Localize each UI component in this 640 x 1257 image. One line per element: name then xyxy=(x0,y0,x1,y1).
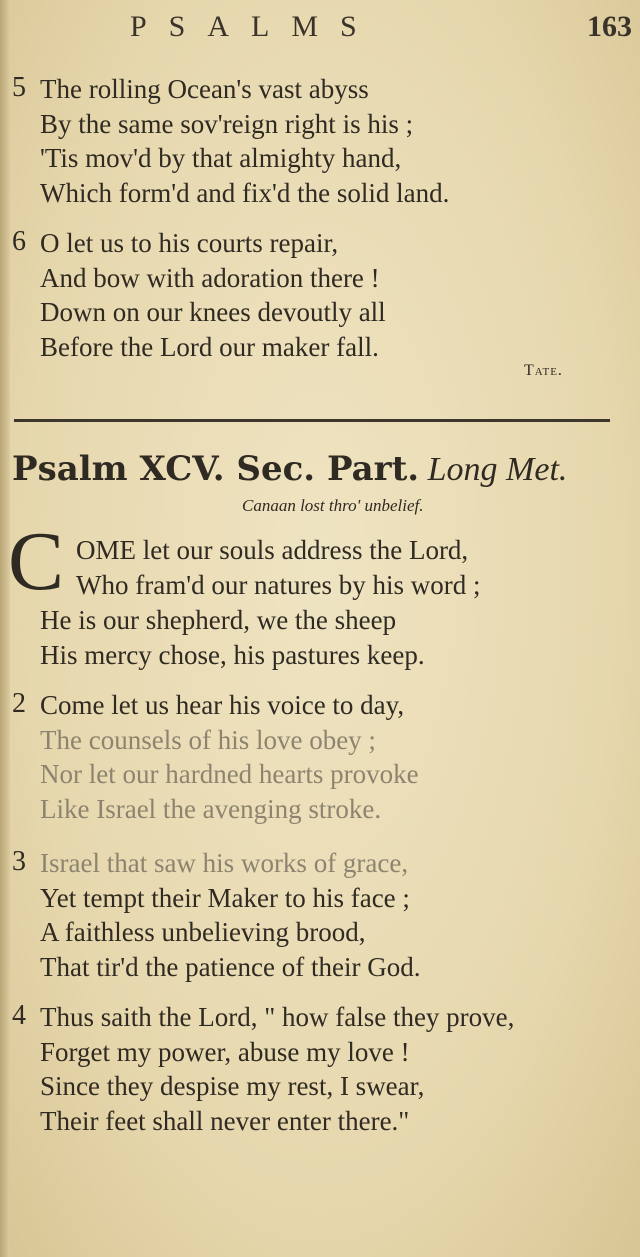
verse-line: Thus saith the Lord, " how false they prove, xyxy=(40,1002,515,1032)
psalm-meter: Long Met. xyxy=(427,451,568,488)
verse-line: Since they despise my rest, I swear, xyxy=(40,1071,425,1101)
stanza-number: 4 xyxy=(12,1000,26,1031)
verse-line: The counsels of his love obey ; xyxy=(40,724,376,755)
verse-line: Down on our knees devoutly all xyxy=(40,297,386,327)
verse-line: A faithless unbelieving brood, xyxy=(40,917,366,947)
stanza-number: 5 xyxy=(12,72,26,103)
verse-line: By the same sov'reign right is his ; xyxy=(40,108,414,139)
page-number: 163 xyxy=(587,10,632,43)
page-gutter xyxy=(0,0,10,1257)
verse-line: O let us to his courts repair, xyxy=(40,228,339,258)
stanza-1 xyxy=(12,533,481,673)
verse-line: Their feet shall never enter there." xyxy=(40,1105,410,1136)
stanza-6 xyxy=(12,226,386,364)
verse-line: Forget my power, abuse my love ! xyxy=(40,1036,410,1067)
psalm-title xyxy=(12,449,567,489)
stanza-number: 3 xyxy=(12,846,26,877)
psalm-subtitle: Canaan lost thro' unbelief. xyxy=(242,496,424,515)
verse-line: Come let us hear his voice to day, xyxy=(40,690,405,720)
drop-cap: C xyxy=(8,515,65,608)
author-attribution: Tate. xyxy=(524,362,563,379)
stanza-3 xyxy=(12,846,420,984)
verse-line: Which form'd and fix'd the solid land. xyxy=(40,177,450,208)
stanza-4 xyxy=(12,1000,514,1138)
stanza-5 xyxy=(12,72,449,210)
verse-line: Before the Lord our maker fall. xyxy=(40,331,379,362)
psalm-title-main: Psalm XCV. Sec. Part. xyxy=(12,449,420,489)
verse-line: That tir'd the patience of their God. xyxy=(40,951,421,982)
stanza-2 xyxy=(12,688,419,826)
verse-line: Yet tempt their Maker to his face ; xyxy=(40,882,410,913)
verse-line: Who fram'd our natures by his word ; xyxy=(76,570,481,600)
verse-line: Israel that saw his works of grace, xyxy=(40,848,409,878)
verse-line: Like Israel the avenging stroke. xyxy=(40,793,382,824)
running-head: PSALMS xyxy=(130,10,379,43)
verse-line: Nor let our hardned hearts provoke xyxy=(40,759,419,789)
verse-line: And bow with adoration there ! xyxy=(40,262,380,293)
stanza-number: 6 xyxy=(12,226,26,257)
verse-line: The rolling Ocean's vast abyss xyxy=(40,74,369,104)
verse-line: 'Tis mov'd by that almighty hand, xyxy=(40,143,402,173)
section-divider xyxy=(14,419,610,422)
verse-line: His mercy chose, his pastures keep. xyxy=(40,640,425,670)
verse-line: OME let our souls address the Lord, xyxy=(76,535,469,565)
verse-line: He is our shepherd, we the sheep xyxy=(40,605,397,635)
stanza-number: 2 xyxy=(12,688,26,719)
